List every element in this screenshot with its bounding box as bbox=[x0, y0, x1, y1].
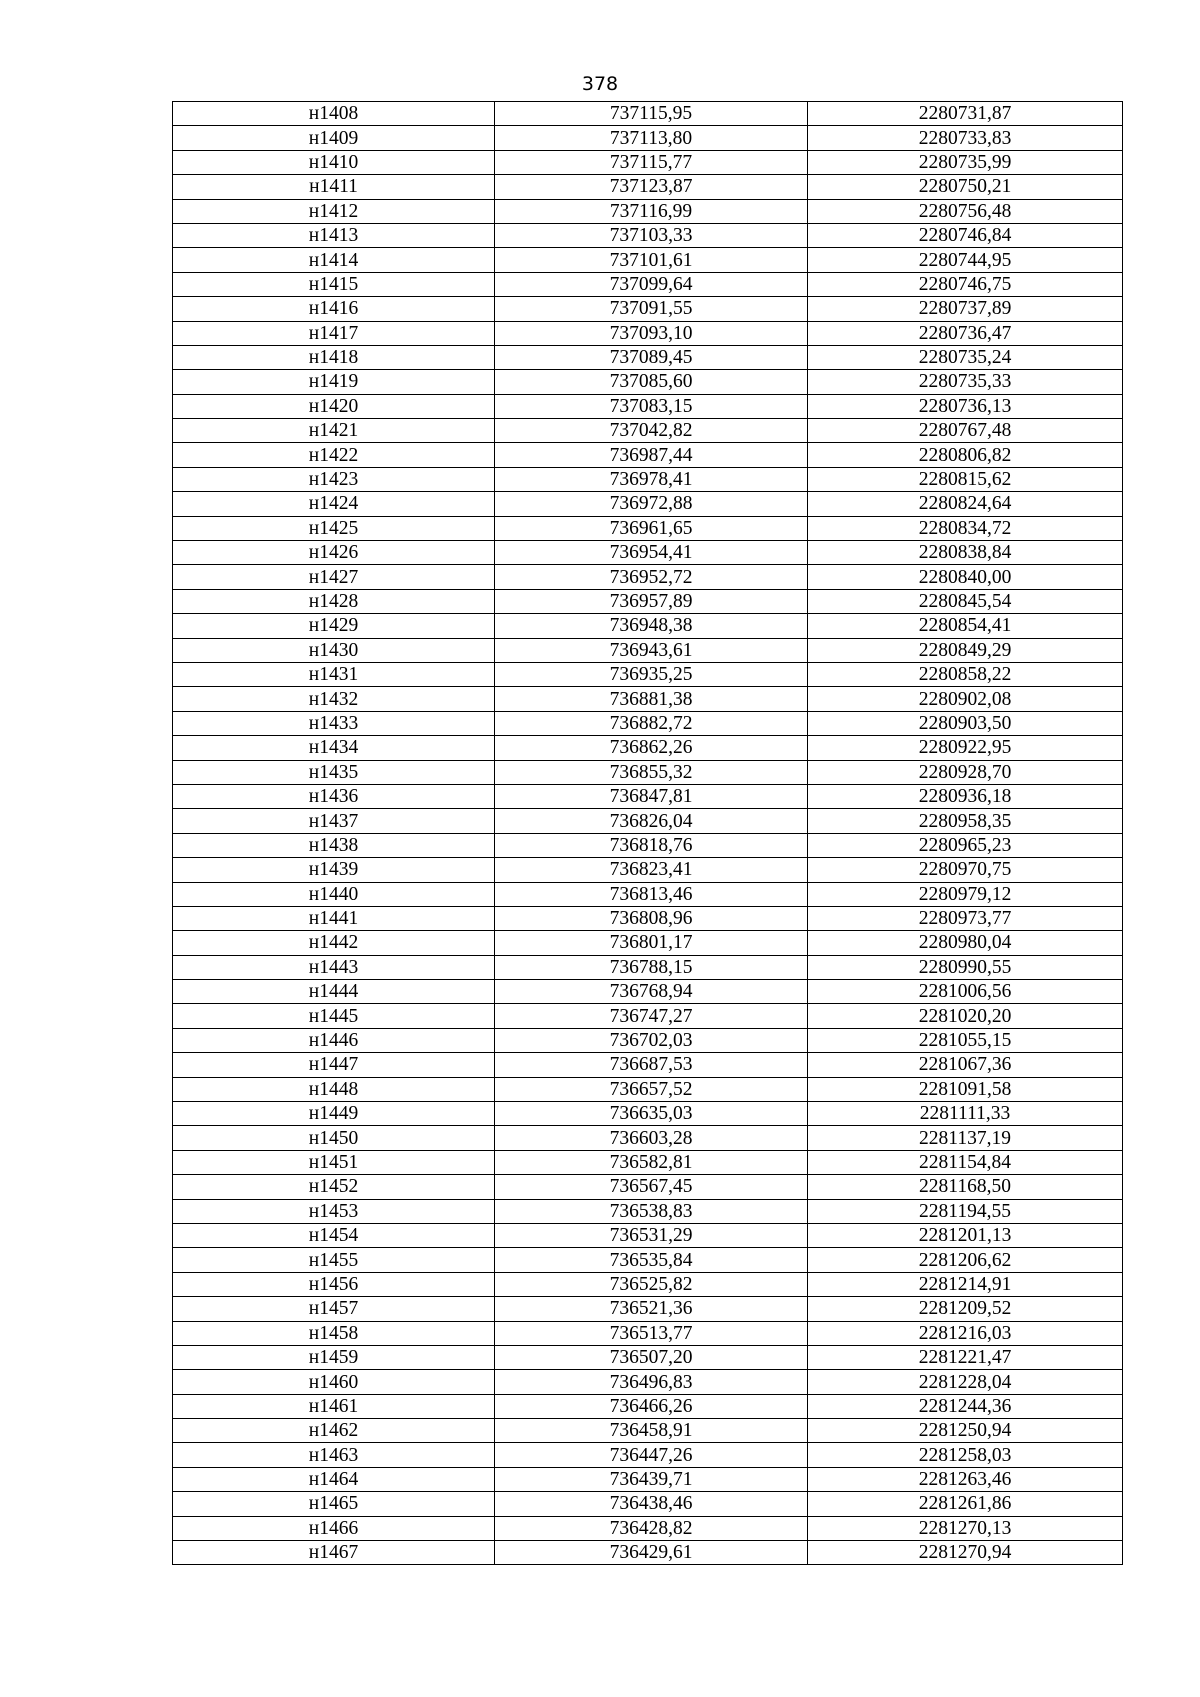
x-coordinate-cell: 736813,46 bbox=[495, 882, 808, 906]
y-coordinate-cell: 2280845,54 bbox=[808, 589, 1123, 613]
x-coordinate-cell: 736458,91 bbox=[495, 1419, 808, 1443]
x-coordinate-cell: 736531,29 bbox=[495, 1223, 808, 1247]
y-coordinate-cell: 2281111,33 bbox=[808, 1102, 1123, 1126]
x-coordinate-cell: 737093,10 bbox=[495, 321, 808, 345]
point-id-cell: н1416 bbox=[173, 297, 495, 321]
point-id-cell: н1466 bbox=[173, 1516, 495, 1540]
table-row bbox=[173, 1297, 1123, 1321]
x-coordinate-cell: 736438,46 bbox=[495, 1492, 808, 1516]
x-coordinate-cell: 736428,82 bbox=[495, 1516, 808, 1540]
y-coordinate-cell: 2280806,82 bbox=[808, 443, 1123, 467]
y-coordinate-cell: 2280731,87 bbox=[808, 102, 1123, 126]
y-coordinate-cell: 2281091,58 bbox=[808, 1077, 1123, 1101]
x-coordinate-cell: 736496,83 bbox=[495, 1370, 808, 1394]
point-id-cell: н1413 bbox=[173, 223, 495, 247]
x-coordinate-cell: 736635,03 bbox=[495, 1102, 808, 1126]
y-coordinate-cell: 2280928,70 bbox=[808, 760, 1123, 784]
y-coordinate-cell: 2280735,33 bbox=[808, 370, 1123, 394]
point-id-cell: н1454 bbox=[173, 1223, 495, 1247]
table-row bbox=[173, 711, 1123, 735]
x-coordinate-cell: 737115,95 bbox=[495, 102, 808, 126]
point-id-cell: н1411 bbox=[173, 175, 495, 199]
y-coordinate-cell: 2280756,48 bbox=[808, 199, 1123, 223]
table-row bbox=[173, 541, 1123, 565]
table-row bbox=[173, 1419, 1123, 1443]
point-id-cell: н1437 bbox=[173, 809, 495, 833]
y-coordinate-cell: 2281168,50 bbox=[808, 1175, 1123, 1199]
x-coordinate-cell: 737113,80 bbox=[495, 126, 808, 150]
x-coordinate-cell: 736447,26 bbox=[495, 1443, 808, 1467]
point-id-cell: н1445 bbox=[173, 1004, 495, 1028]
point-id-cell: н1412 bbox=[173, 199, 495, 223]
point-id-cell: н1453 bbox=[173, 1199, 495, 1223]
table-row bbox=[173, 370, 1123, 394]
point-id-cell: н1448 bbox=[173, 1077, 495, 1101]
y-coordinate-cell: 2281006,56 bbox=[808, 980, 1123, 1004]
x-coordinate-cell: 736466,26 bbox=[495, 1394, 808, 1418]
y-coordinate-cell: 2280744,95 bbox=[808, 248, 1123, 272]
table-row bbox=[173, 589, 1123, 613]
y-coordinate-cell: 2280936,18 bbox=[808, 784, 1123, 808]
y-coordinate-cell: 2280903,50 bbox=[808, 711, 1123, 735]
point-id-cell: н1442 bbox=[173, 931, 495, 955]
point-id-cell: н1423 bbox=[173, 467, 495, 491]
point-id-cell: н1435 bbox=[173, 760, 495, 784]
point-id-cell: н1409 bbox=[173, 126, 495, 150]
point-id-cell: н1459 bbox=[173, 1345, 495, 1369]
y-coordinate-cell: 2281206,62 bbox=[808, 1248, 1123, 1272]
point-id-cell: н1451 bbox=[173, 1150, 495, 1174]
x-coordinate-cell: 736826,04 bbox=[495, 809, 808, 833]
y-coordinate-cell: 2281194,55 bbox=[808, 1199, 1123, 1223]
x-coordinate-cell: 736847,81 bbox=[495, 784, 808, 808]
table-row bbox=[173, 443, 1123, 467]
table-row bbox=[173, 126, 1123, 150]
point-id-cell: н1429 bbox=[173, 614, 495, 638]
y-coordinate-cell: 2281244,36 bbox=[808, 1394, 1123, 1418]
y-coordinate-cell: 2280973,77 bbox=[808, 906, 1123, 930]
table-row bbox=[173, 1077, 1123, 1101]
y-coordinate-cell: 2280834,72 bbox=[808, 516, 1123, 540]
point-id-cell: н1464 bbox=[173, 1467, 495, 1491]
point-id-cell: н1441 bbox=[173, 906, 495, 930]
coordinates-table bbox=[172, 101, 1123, 1565]
table-row bbox=[173, 1492, 1123, 1516]
y-coordinate-cell: 2280849,29 bbox=[808, 638, 1123, 662]
table-row bbox=[173, 1199, 1123, 1223]
x-coordinate-cell: 736862,26 bbox=[495, 736, 808, 760]
point-id-cell: н1463 bbox=[173, 1443, 495, 1467]
x-coordinate-cell: 736818,76 bbox=[495, 833, 808, 857]
x-coordinate-cell: 736972,88 bbox=[495, 492, 808, 516]
table-row bbox=[173, 150, 1123, 174]
point-id-cell: н1447 bbox=[173, 1053, 495, 1077]
point-id-cell: н1432 bbox=[173, 687, 495, 711]
table-row bbox=[173, 906, 1123, 930]
x-coordinate-cell: 736808,96 bbox=[495, 906, 808, 930]
x-coordinate-cell: 737089,45 bbox=[495, 345, 808, 369]
table-row bbox=[173, 419, 1123, 443]
y-coordinate-cell: 2281154,84 bbox=[808, 1150, 1123, 1174]
x-coordinate-cell: 737083,15 bbox=[495, 394, 808, 418]
y-coordinate-cell: 2280767,48 bbox=[808, 419, 1123, 443]
table-row bbox=[173, 638, 1123, 662]
y-coordinate-cell: 2281221,47 bbox=[808, 1345, 1123, 1369]
x-coordinate-cell: 736801,17 bbox=[495, 931, 808, 955]
y-coordinate-cell: 2280922,95 bbox=[808, 736, 1123, 760]
x-coordinate-cell: 736702,03 bbox=[495, 1028, 808, 1052]
x-coordinate-cell: 736582,81 bbox=[495, 1150, 808, 1174]
y-coordinate-cell: 2281258,03 bbox=[808, 1443, 1123, 1467]
point-id-cell: н1433 bbox=[173, 711, 495, 735]
table-row bbox=[173, 858, 1123, 882]
x-coordinate-cell: 736943,61 bbox=[495, 638, 808, 662]
y-coordinate-cell: 2281020,20 bbox=[808, 1004, 1123, 1028]
point-id-cell: н1444 bbox=[173, 980, 495, 1004]
x-coordinate-cell: 736855,32 bbox=[495, 760, 808, 784]
point-id-cell: н1421 bbox=[173, 419, 495, 443]
y-coordinate-cell: 2280854,41 bbox=[808, 614, 1123, 638]
x-coordinate-cell: 736954,41 bbox=[495, 541, 808, 565]
x-coordinate-cell: 737103,33 bbox=[495, 223, 808, 247]
table-row bbox=[173, 1541, 1123, 1565]
table-row bbox=[173, 1126, 1123, 1150]
y-coordinate-cell: 2280735,24 bbox=[808, 345, 1123, 369]
x-coordinate-cell: 736935,25 bbox=[495, 662, 808, 686]
table-row bbox=[173, 175, 1123, 199]
y-coordinate-cell: 2280736,47 bbox=[808, 321, 1123, 345]
x-coordinate-cell: 736429,61 bbox=[495, 1541, 808, 1565]
x-coordinate-cell: 736957,89 bbox=[495, 589, 808, 613]
table-row bbox=[173, 736, 1123, 760]
x-coordinate-cell: 736513,77 bbox=[495, 1321, 808, 1345]
y-coordinate-cell: 2281214,91 bbox=[808, 1272, 1123, 1296]
point-id-cell: н1431 bbox=[173, 662, 495, 686]
x-coordinate-cell: 736521,36 bbox=[495, 1297, 808, 1321]
table-row bbox=[173, 1321, 1123, 1345]
point-id-cell: н1457 bbox=[173, 1297, 495, 1321]
table-row bbox=[173, 687, 1123, 711]
y-coordinate-cell: 2281055,15 bbox=[808, 1028, 1123, 1052]
x-coordinate-cell: 736439,71 bbox=[495, 1467, 808, 1491]
point-id-cell: н1460 bbox=[173, 1370, 495, 1394]
table-row bbox=[173, 760, 1123, 784]
point-id-cell: н1434 bbox=[173, 736, 495, 760]
x-coordinate-cell: 737085,60 bbox=[495, 370, 808, 394]
y-coordinate-cell: 2280824,64 bbox=[808, 492, 1123, 516]
y-coordinate-cell: 2280958,35 bbox=[808, 809, 1123, 833]
x-coordinate-cell: 736948,38 bbox=[495, 614, 808, 638]
point-id-cell: н1408 bbox=[173, 102, 495, 126]
x-coordinate-cell: 736525,82 bbox=[495, 1272, 808, 1296]
table-row bbox=[173, 1345, 1123, 1369]
point-id-cell: н1428 bbox=[173, 589, 495, 613]
y-coordinate-cell: 2280838,84 bbox=[808, 541, 1123, 565]
table-row bbox=[173, 394, 1123, 418]
y-coordinate-cell: 2280858,22 bbox=[808, 662, 1123, 686]
coordinates-table-body bbox=[173, 102, 1123, 1565]
x-coordinate-cell: 737101,61 bbox=[495, 248, 808, 272]
x-coordinate-cell: 736881,38 bbox=[495, 687, 808, 711]
point-id-cell: н1439 bbox=[173, 858, 495, 882]
point-id-cell: н1427 bbox=[173, 565, 495, 589]
x-coordinate-cell: 736603,28 bbox=[495, 1126, 808, 1150]
table-row bbox=[173, 1272, 1123, 1296]
table-row bbox=[173, 1248, 1123, 1272]
table-row bbox=[173, 223, 1123, 247]
point-id-cell: н1438 bbox=[173, 833, 495, 857]
point-id-cell: н1430 bbox=[173, 638, 495, 662]
table-row bbox=[173, 199, 1123, 223]
point-id-cell: н1440 bbox=[173, 882, 495, 906]
table-row bbox=[173, 1175, 1123, 1199]
table-row bbox=[173, 248, 1123, 272]
y-coordinate-cell: 2281216,03 bbox=[808, 1321, 1123, 1345]
point-id-cell: н1462 bbox=[173, 1419, 495, 1443]
y-coordinate-cell: 2280746,84 bbox=[808, 223, 1123, 247]
table-row bbox=[173, 1370, 1123, 1394]
x-coordinate-cell: 737091,55 bbox=[495, 297, 808, 321]
x-coordinate-cell: 736538,83 bbox=[495, 1199, 808, 1223]
point-id-cell: н1449 bbox=[173, 1102, 495, 1126]
table-row bbox=[173, 297, 1123, 321]
y-coordinate-cell: 2280902,08 bbox=[808, 687, 1123, 711]
x-coordinate-cell: 736882,72 bbox=[495, 711, 808, 735]
y-coordinate-cell: 2281270,13 bbox=[808, 1516, 1123, 1540]
table-row bbox=[173, 1028, 1123, 1052]
point-id-cell: н1420 bbox=[173, 394, 495, 418]
point-id-cell: н1455 bbox=[173, 1248, 495, 1272]
point-id-cell: н1424 bbox=[173, 492, 495, 516]
point-id-cell: н1443 bbox=[173, 955, 495, 979]
point-id-cell: н1467 bbox=[173, 1541, 495, 1565]
x-coordinate-cell: 736788,15 bbox=[495, 955, 808, 979]
table-row bbox=[173, 882, 1123, 906]
table-row bbox=[173, 516, 1123, 540]
point-id-cell: н1450 bbox=[173, 1126, 495, 1150]
point-id-cell: н1410 bbox=[173, 150, 495, 174]
y-coordinate-cell: 2281250,94 bbox=[808, 1419, 1123, 1443]
point-id-cell: н1452 bbox=[173, 1175, 495, 1199]
y-coordinate-cell: 2281209,52 bbox=[808, 1297, 1123, 1321]
y-coordinate-cell: 2281261,86 bbox=[808, 1492, 1123, 1516]
table-row bbox=[173, 1467, 1123, 1491]
y-coordinate-cell: 2280746,75 bbox=[808, 272, 1123, 296]
y-coordinate-cell: 2281228,04 bbox=[808, 1370, 1123, 1394]
x-coordinate-cell: 736987,44 bbox=[495, 443, 808, 467]
y-coordinate-cell: 2280840,00 bbox=[808, 565, 1123, 589]
table-row bbox=[173, 980, 1123, 1004]
y-coordinate-cell: 2280750,21 bbox=[808, 175, 1123, 199]
y-coordinate-cell: 2280980,04 bbox=[808, 931, 1123, 955]
table-row bbox=[173, 321, 1123, 345]
x-coordinate-cell: 736657,52 bbox=[495, 1077, 808, 1101]
point-id-cell: н1458 bbox=[173, 1321, 495, 1345]
page-number: 378 bbox=[581, 73, 619, 95]
x-coordinate-cell: 737116,99 bbox=[495, 199, 808, 223]
point-id-cell: н1415 bbox=[173, 272, 495, 296]
y-coordinate-cell: 2280737,89 bbox=[808, 297, 1123, 321]
table-row bbox=[173, 492, 1123, 516]
y-coordinate-cell: 2280990,55 bbox=[808, 955, 1123, 979]
table-row bbox=[173, 931, 1123, 955]
x-coordinate-cell: 737115,77 bbox=[495, 150, 808, 174]
point-id-cell: н1417 bbox=[173, 321, 495, 345]
x-coordinate-cell: 737099,64 bbox=[495, 272, 808, 296]
table-row bbox=[173, 1223, 1123, 1247]
y-coordinate-cell: 2280970,75 bbox=[808, 858, 1123, 882]
table-row bbox=[173, 467, 1123, 491]
x-coordinate-cell: 736978,41 bbox=[495, 467, 808, 491]
table-row bbox=[173, 833, 1123, 857]
y-coordinate-cell: 2281067,36 bbox=[808, 1053, 1123, 1077]
x-coordinate-cell: 736507,20 bbox=[495, 1345, 808, 1369]
x-coordinate-cell: 736567,45 bbox=[495, 1175, 808, 1199]
y-coordinate-cell: 2280979,12 bbox=[808, 882, 1123, 906]
point-id-cell: н1425 bbox=[173, 516, 495, 540]
point-id-cell: н1414 bbox=[173, 248, 495, 272]
table-row bbox=[173, 102, 1123, 126]
table-row bbox=[173, 809, 1123, 833]
x-coordinate-cell: 736747,27 bbox=[495, 1004, 808, 1028]
table-row bbox=[173, 565, 1123, 589]
point-id-cell: н1426 bbox=[173, 541, 495, 565]
y-coordinate-cell: 2281201,13 bbox=[808, 1223, 1123, 1247]
x-coordinate-cell: 736768,94 bbox=[495, 980, 808, 1004]
x-coordinate-cell: 736687,53 bbox=[495, 1053, 808, 1077]
point-id-cell: н1436 bbox=[173, 784, 495, 808]
y-coordinate-cell: 2280735,99 bbox=[808, 150, 1123, 174]
y-coordinate-cell: 2280736,13 bbox=[808, 394, 1123, 418]
point-id-cell: н1419 bbox=[173, 370, 495, 394]
table-row bbox=[173, 1443, 1123, 1467]
table-row bbox=[173, 662, 1123, 686]
x-coordinate-cell: 736961,65 bbox=[495, 516, 808, 540]
table-row bbox=[173, 784, 1123, 808]
point-id-cell: н1461 bbox=[173, 1394, 495, 1418]
table-row bbox=[173, 345, 1123, 369]
table-row bbox=[173, 272, 1123, 296]
x-coordinate-cell: 736535,84 bbox=[495, 1248, 808, 1272]
x-coordinate-cell: 736952,72 bbox=[495, 565, 808, 589]
y-coordinate-cell: 2280815,62 bbox=[808, 467, 1123, 491]
y-coordinate-cell: 2281270,94 bbox=[808, 1541, 1123, 1565]
x-coordinate-cell: 737123,87 bbox=[495, 175, 808, 199]
point-id-cell: н1422 bbox=[173, 443, 495, 467]
point-id-cell: н1465 bbox=[173, 1492, 495, 1516]
point-id-cell: н1456 bbox=[173, 1272, 495, 1296]
y-coordinate-cell: 2281263,46 bbox=[808, 1467, 1123, 1491]
y-coordinate-cell: 2281137,19 bbox=[808, 1126, 1123, 1150]
table-row bbox=[173, 1053, 1123, 1077]
table-row bbox=[173, 1150, 1123, 1174]
x-coordinate-cell: 736823,41 bbox=[495, 858, 808, 882]
table-row bbox=[173, 1004, 1123, 1028]
table-row bbox=[173, 955, 1123, 979]
point-id-cell: н1446 bbox=[173, 1028, 495, 1052]
table-row bbox=[173, 1394, 1123, 1418]
table-row bbox=[173, 1102, 1123, 1126]
y-coordinate-cell: 2280733,83 bbox=[808, 126, 1123, 150]
table-row bbox=[173, 1516, 1123, 1540]
y-coordinate-cell: 2280965,23 bbox=[808, 833, 1123, 857]
x-coordinate-cell: 737042,82 bbox=[495, 419, 808, 443]
table-row bbox=[173, 614, 1123, 638]
point-id-cell: н1418 bbox=[173, 345, 495, 369]
